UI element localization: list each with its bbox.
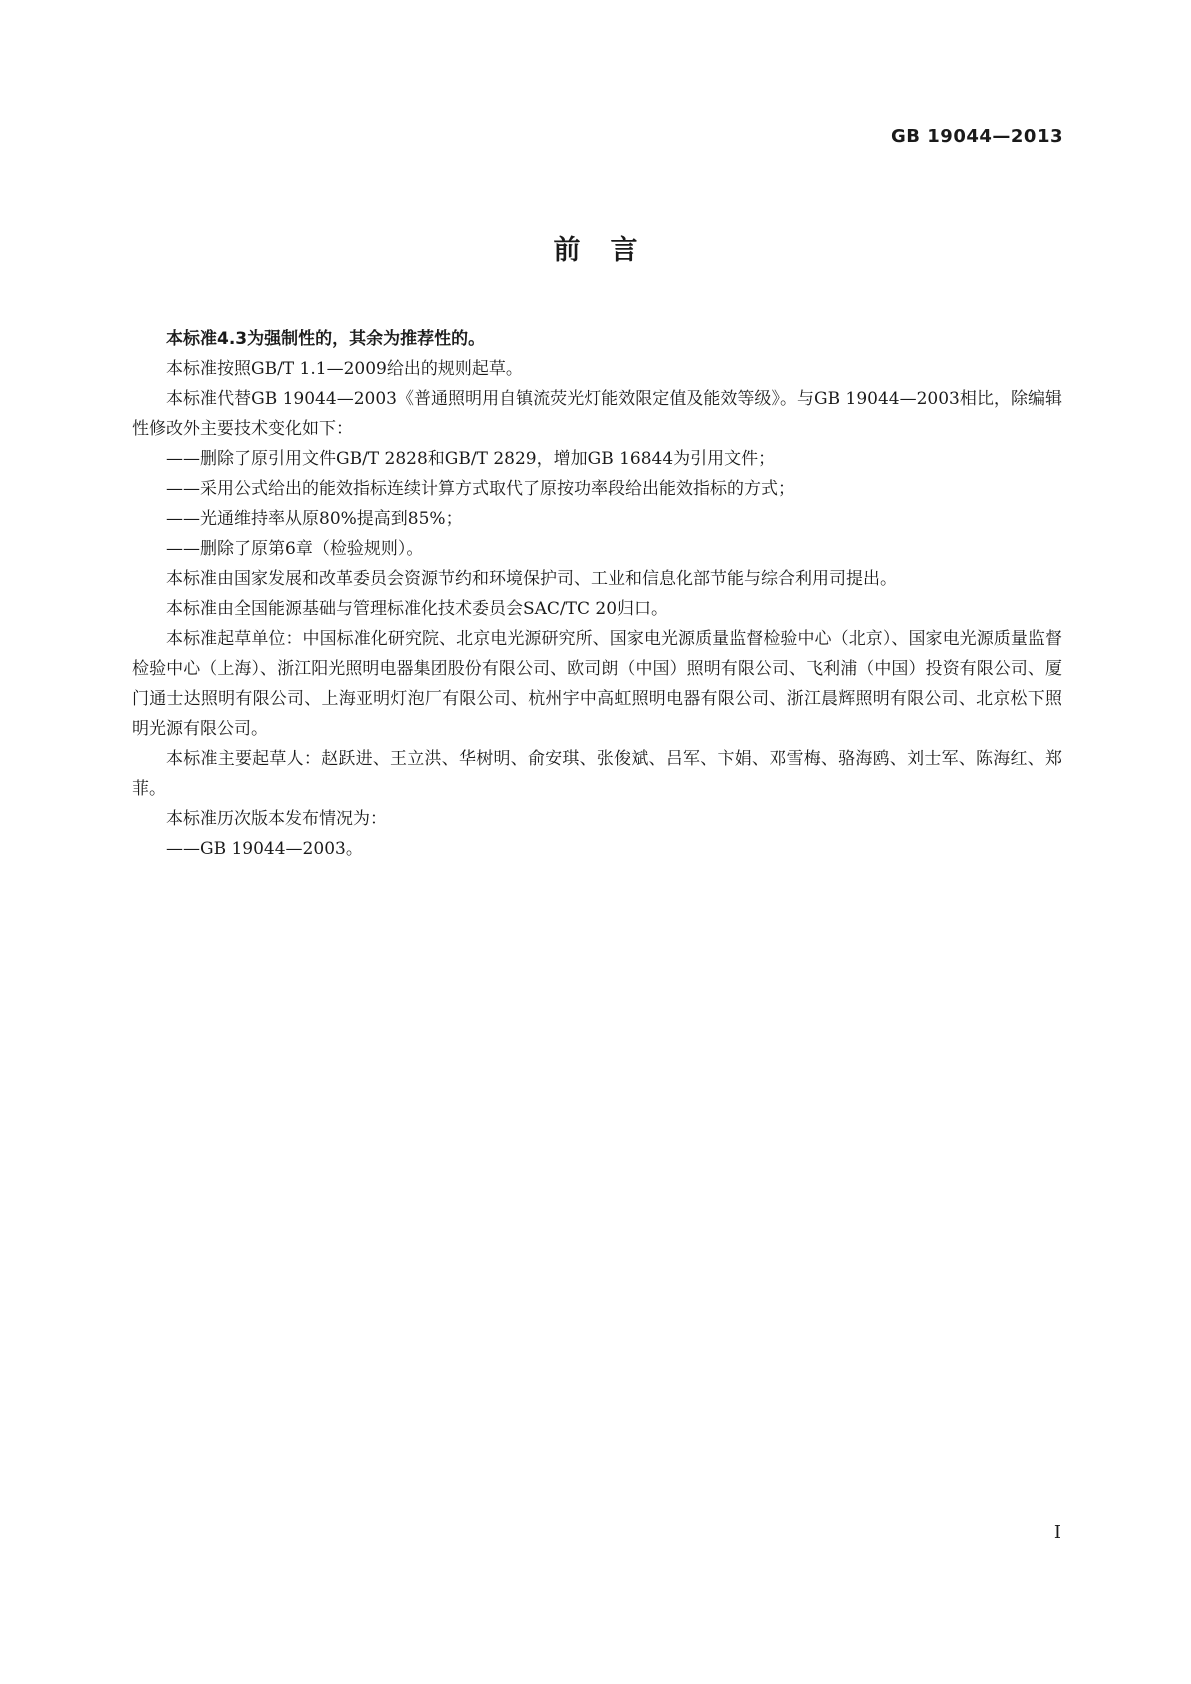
list-item-change-references: ——删除了原引用文件GB/T 2828和GB/T 2829，增加GB 16844为引用文件； [166,449,776,469]
list-item-change-chapter6: ——删除了原第6章（检验规则）。 [166,539,424,559]
foreword-body [132,324,1062,864]
paragraph-drafters: 本标准主要起草人：赵跃进、王立洪、华树明、俞安琪、张俊斌、吕军、卞娟、邓雪梅、骆海鸥、刘士军、陈海红、郑菲。 [132,749,1062,799]
paragraph-administered-by: 本标准由全国能源基础与管理标准化技术委员会SAC/TC 20归口。 [166,599,669,619]
list-item-previous-version: ——GB 19044—2003。 [166,839,363,859]
standard-number: GB 19044—2013 [891,126,1063,147]
paragraph-replaces: 本标准代替GB 19044—2003《普通照明用自镇流荧光灯能效限定值及能效等级》。与GB 19044—2003相比，除编辑性修改外主要技术变化如下： [132,389,1062,439]
list-item-change-formula: ——采用公式给出的能效指标连续计算方式取代了原按功率段给出能效指标的方式； [166,479,795,499]
page-title: 前言 [553,235,668,266]
list-item-change-lumen-maintenance: ——光通维持率从原80%提高到85%； [166,509,463,529]
page-number: I [1053,1522,1061,1543]
paragraph-drafting-rules: 本标准按照GB/T 1.1—2009给出的规则起草。 [166,359,523,379]
paragraph-version-history: 本标准历次版本发布情况为： [166,809,387,829]
paragraph-proposed-by: 本标准由国家发展和改革委员会资源节约和环境保护司、工业和信息化部节能与综合利用司提出。 [166,569,897,589]
paragraph-drafting-units: 本标准起草单位：中国标准化研究院、北京电光源研究所、国家电光源质量监督检验中心（北京）、国家电光源质量监督检验中心（上海）、浙江阳光照明电器集团股份有限公司、欧司朗（中国）照明有限公司、飞利浦（中国）投资有限公司、厦门通士达照明有限公司、上海亚明灯泡厂有限公司、杭州宇中高虹照明电器有限公司、浙江晨辉照明有限公司、北京松下照明光源有限公司。 [132,629,1062,739]
paragraph-mandatory-clause: 本标准4.3为强制性的，其余为推荐性的。 [166,329,486,349]
